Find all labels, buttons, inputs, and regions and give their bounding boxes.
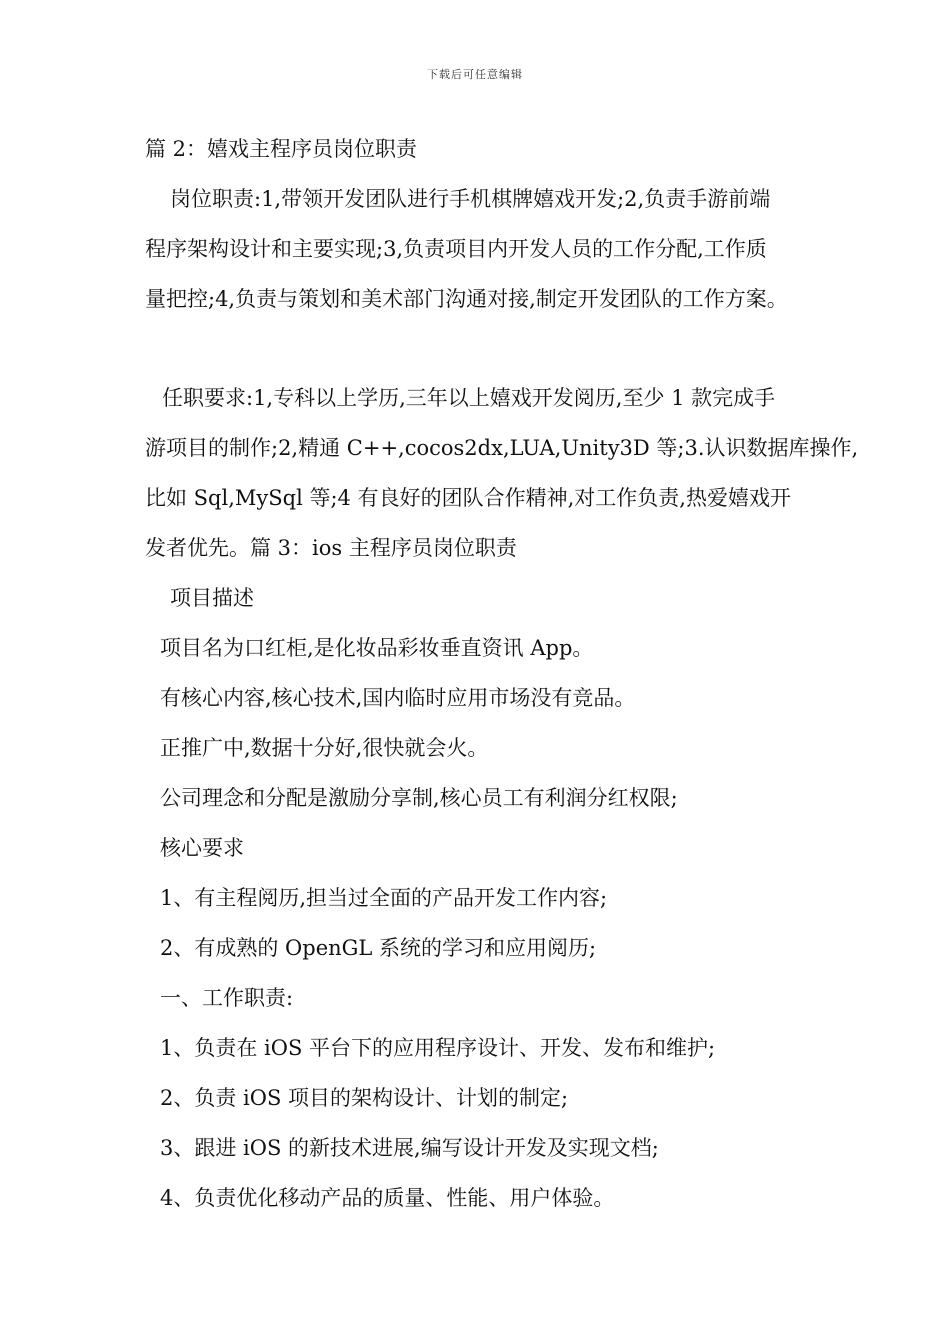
- paragraph-line: 发者优先。篇 3：ios 主程序员岗位职责: [145, 536, 517, 560]
- paragraph-line: 项目名为口红柜,是化妆品彩妆垂直资讯 App。: [160, 636, 594, 660]
- paragraph-line: 公司理念和分配是激励分享制,核心员工有利润分红权限;: [160, 786, 678, 810]
- subheading: 核心要求: [160, 836, 244, 860]
- list-item: 3、跟进 iOS 的新技术进展,编写设计开发及实现文档;: [160, 1136, 659, 1160]
- paragraph-line: 比如 Sql,MySql 等;4 有良好的团队合作精神,对工作负责,热爱嬉戏开: [145, 486, 791, 510]
- page-header: 下载后可任意编辑: [427, 68, 523, 81]
- paragraph-line: 程序架构设计和主要实现;3,负责项目内开发人员的工作分配,工作质: [145, 237, 767, 261]
- subheading: 项目描述: [170, 586, 254, 610]
- list-item: 1、有主程阅历,担当过全面的产品开发工作内容;: [160, 886, 608, 910]
- paragraph-line: 任职要求:1,专科以上学历,三年以上嬉戏开发阅历,至少 1 款完成手: [162, 386, 776, 410]
- subheading: 一、工作职责:: [160, 986, 294, 1010]
- paragraph-line: 岗位职责:1,带领开发团队进行手机棋牌嬉戏开发;2,负责手游前端: [170, 187, 771, 211]
- paragraph-line: 正推广中,数据十分好,很快就会火。: [160, 736, 489, 760]
- section-heading-2: 篇 2：嬉戏主程序员岗位职责: [145, 137, 418, 161]
- list-item: 2、有成熟的 OpenGL 系统的学习和应用阅历;: [160, 936, 597, 960]
- paragraph-line: 有核心内容,核心技术,国内临时应用市场没有竞品。: [160, 686, 636, 710]
- paragraph-line: 游项目的制作;2,精通 C++,cocos2dx,LUA,Unity3D 等;3.认识数据库操作,: [145, 436, 859, 460]
- list-item: 1、负责在 iOS 平台下的应用程序设计、开发、发布和维护;: [160, 1036, 716, 1060]
- list-item: 4、负责优化移动产品的质量、性能、用户体验。: [160, 1186, 615, 1210]
- list-item: 2、负责 iOS 项目的架构设计、计划的制定;: [160, 1086, 569, 1110]
- paragraph-line: 量把控;4,负责与策划和美术部门沟通对接,制定开发团队的工作方案。: [145, 287, 788, 311]
